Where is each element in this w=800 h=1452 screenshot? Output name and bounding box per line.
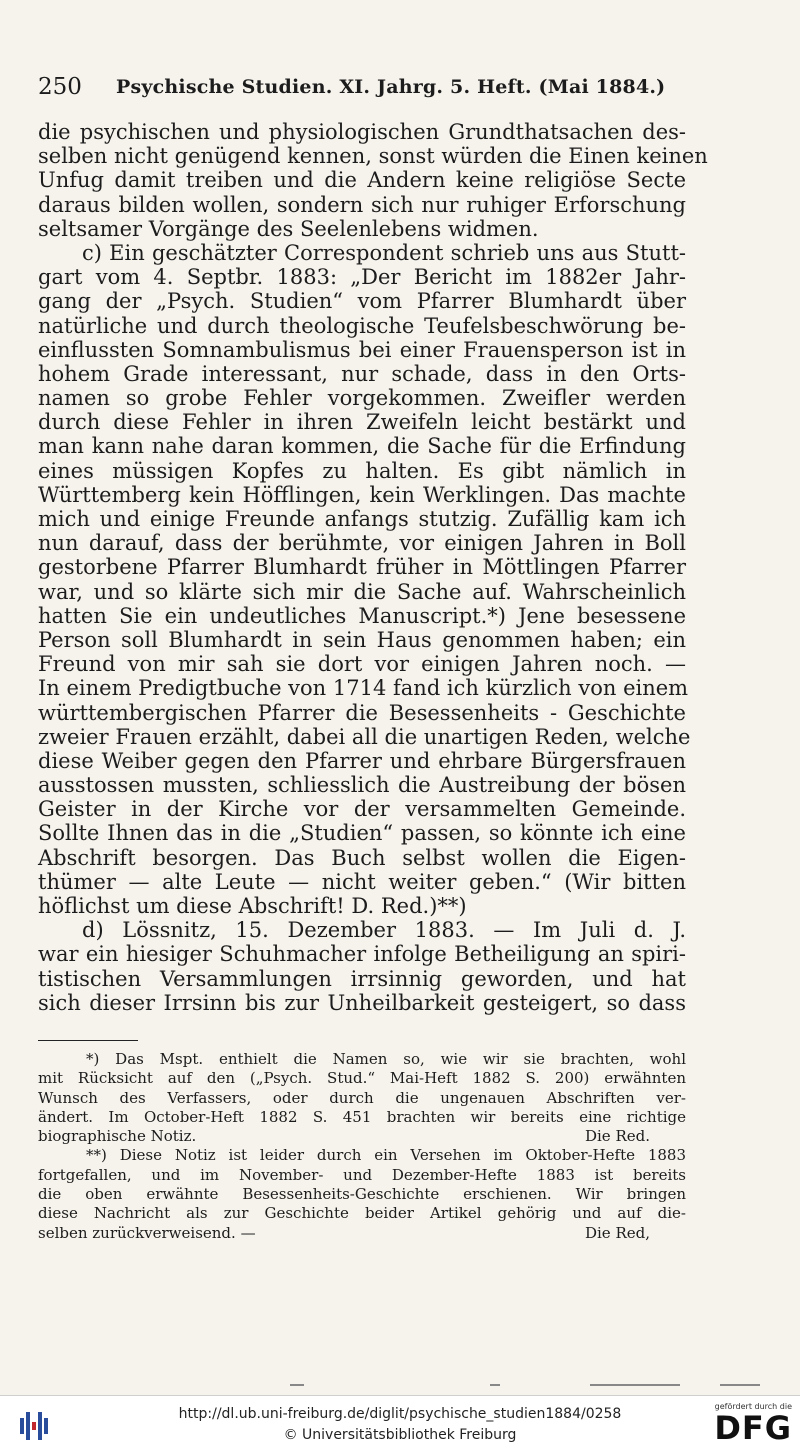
body-line: Württemberg kein Höfflingen, kein Werklingen. Das machte	[38, 482, 686, 507]
body-line: In einem Predigtbuche von 1714 fand ich kürzlich von einem	[38, 676, 689, 701]
body-line: diese Weiber gegen den Pfarrer und ehrbare Bürgersfrauen	[38, 748, 686, 773]
body-text	[38, 120, 708, 1015]
body-line: sich dieser Irrsinn bis zur Unheilbarkeit gesteigert, so dass	[38, 990, 686, 1015]
footnote-line: die oben erwähnte Besessenheits-Geschichte erschienen. Wir bringen	[38, 1185, 686, 1204]
body-line: durch diese Fehler in ihren Zweifeln leicht bestärkt und	[38, 410, 686, 435]
copyright: © Universitätsbibliothek Freiburg	[283, 1427, 517, 1443]
scan-artifact	[720, 1384, 760, 1386]
footnote-line: *) Das Mspt. enthielt die Namen so, wie wir sie brachten, wohl	[86, 1050, 686, 1068]
footnote-line: Wunsch des Verfassers, oder durch die ungenauen Abschriften ver-	[38, 1088, 686, 1107]
scan-artifact	[590, 1384, 680, 1386]
body-line: tistischen Versammlungen irrsinnig geworden, und hat	[38, 966, 686, 991]
body-line: gang der „Psych. Studien“ vom Pfarrer Blumhardt über	[38, 289, 686, 314]
footnote-signature: Die Red.	[584, 1127, 650, 1146]
body-line: daraus bilden wollen, sondern sich nur ruhiger Erforschung	[38, 192, 686, 217]
page-number: 250	[38, 74, 82, 100]
running-header	[38, 70, 728, 104]
body-line: hatten Sie ein undeutliches Manuscript.*) Jene besessene	[38, 603, 686, 628]
body-line: namen so grobe Fehler vorgekommen. Zweifler werden	[38, 386, 686, 411]
body-line: nun darauf, dass der berühmte, vor einigen Jahren in Boll	[38, 531, 686, 556]
body-line: mich und einige Freunde anfangs stutzig. Zufällig kam ich	[38, 507, 686, 531]
body-line: württembergischen Pfarrer die Besessenheits - Geschichte	[38, 700, 686, 725]
footnote-signature: Die Red,	[584, 1223, 650, 1242]
body-line: gestorbene Pfarrer Blumhardt früher in Möttlingen Pfarrer	[38, 555, 686, 580]
sponsor-caption: gefördert durch die	[714, 1402, 792, 1411]
footnotes	[38, 1050, 686, 1243]
body-line: Geister in der Kirche vor der versammelten Gemeinde.	[38, 797, 686, 822]
dfg-wordmark: DFG	[714, 1409, 792, 1447]
body-line: natürliche und durch theologische Teufelsbeschwörung be-	[38, 313, 686, 338]
body-line: hohem Grade interessant, nur schade, dass in den Orts-	[38, 361, 686, 386]
body-line: Abschrift besorgen. Das Buch selbst wollen die Eigen-	[38, 845, 686, 870]
scan-artifact	[490, 1384, 500, 1386]
body-line: war, und so klärte sich mir die Sache auf. Wahrscheinlich	[38, 579, 686, 604]
body-line: gart vom 4. Septbr. 1883: „Der Bericht im 1882er Jahr-	[38, 265, 686, 290]
source-url[interactable]: http://dl.ub.uni-freiburg.de/diglit/psychische_studien1884/0258	[178, 1406, 622, 1422]
body-line: Unfug damit treiben und die Andern keine religiöse Secte	[38, 168, 686, 193]
body-line: einflussten Somnambulismus bei einer Frauensperson ist in	[38, 337, 686, 362]
footnote-line: biographische Notiz.	[38, 1127, 197, 1146]
body-line: c) Ein geschätzter Correspondent schrieb uns aus Stutt-	[82, 240, 686, 265]
running-title: Psychische Studien. XI. Jahrg. 5. Heft. (Mai 1884.)	[116, 76, 666, 98]
body-line: war ein hiesiger Schuhmacher infolge Betheiligung an spiri-	[38, 942, 686, 967]
body-line: seltsamer Vorgänge des Seelenlebens widmen.	[38, 216, 539, 241]
body-line: zweier Frauen erzählt, dabei all die unartigen Reden, welche	[38, 724, 691, 749]
footnote-line: fortgefallen, und im November- und Dezember-Hefte 1883 ist bereits	[38, 1165, 686, 1184]
body-line: Sollte Ihnen das in die „Studien“ passen, so könnte ich eine	[38, 821, 686, 846]
body-line: Freund von mir sah sie dort vor einigen Jahren noch. —	[38, 652, 686, 677]
body-line: thümer — alte Leute — nicht weiter geben.“ (Wir bitten	[38, 869, 686, 894]
footnote-line: selben zurückverweisend. —	[38, 1223, 256, 1242]
body-line: höflichst um diese Abschrift! D. Red.)**)	[38, 894, 467, 918]
body-line: Person soll Blumhardt in sein Haus genommen haben; ein	[38, 627, 686, 652]
body-line: ausstossen mussten, schliesslich die Austreibung der bösen	[38, 773, 686, 798]
footnote-line: **) Diese Notiz ist leider durch ein Versehen im Oktober-Hefte 1883	[86, 1146, 686, 1165]
scan-artifact	[290, 1384, 304, 1386]
body-line: selben nicht genügend kennen, sonst würden die Einen keinen	[38, 144, 708, 169]
footnote-rule	[38, 1040, 138, 1041]
footnote-line: diese Nachricht als zur Geschichte beider Artikel gehörig und auf die-	[38, 1204, 686, 1223]
footnote-line: ändert. Im October-Heft 1882 S. 451 brachten wir bereits eine richtige	[38, 1107, 686, 1126]
body-line: man kann nahe daran kommen, die Sache für die Erfindung	[38, 434, 686, 459]
body-line: die psychischen und physiologischen Grundthatsachen des-	[38, 120, 686, 144]
dfg-logo	[710, 1402, 792, 1448]
footnote-line: mit Rücksicht auf den („Psych. Stud.“ Mai-Heft 1882 S. 200) erwähnten	[38, 1069, 686, 1088]
body-line: d) Lössnitz, 15. Dezember 1883. — Im Juli d. J.	[82, 918, 686, 943]
viewer-footer	[0, 1395, 800, 1452]
body-line: eines müssigen Kopfes zu halten. Es gibt nämlich in	[38, 458, 686, 483]
